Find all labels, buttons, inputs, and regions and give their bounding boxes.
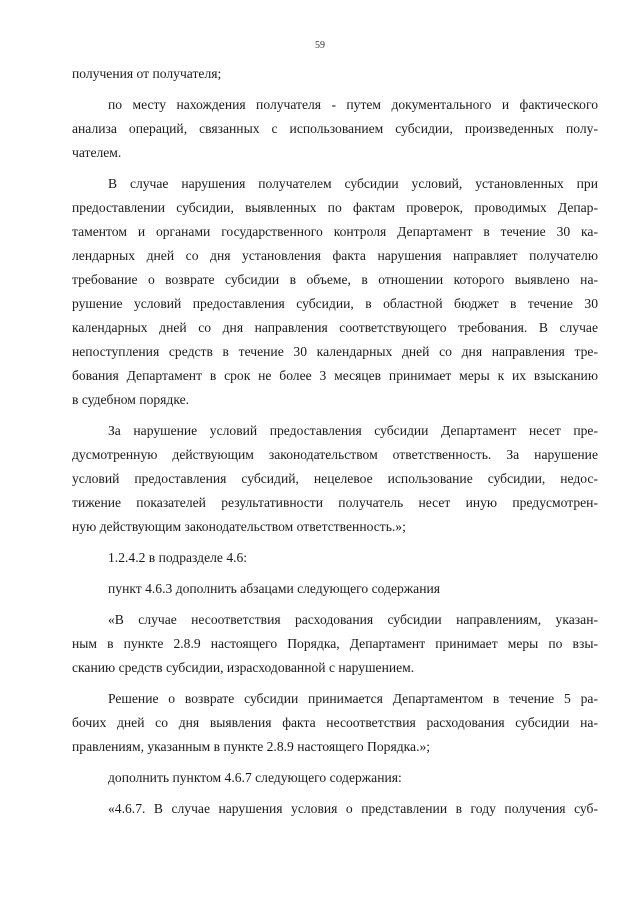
text-line: ным в пункте 2.8.9 настоящего Порядка, Департамент принимает меры по взы- xyxy=(72,636,598,651)
text-line: дополнить пунктом 4.6.7 следующего содержания: xyxy=(108,770,402,785)
text-line: сканию средств субсидии, израсходованной с нарушением. xyxy=(72,660,415,675)
text-line: получения от получателя; xyxy=(72,66,222,81)
text-line: требование о возврате субсидии в объеме, в отношении которого выявлено на- xyxy=(72,272,598,287)
page-number: 59 xyxy=(315,40,325,51)
text-line: тижение показателей результативности получатель несет иную предусмотрен- xyxy=(72,495,598,510)
text-line: За нарушение условий предоставления субсидии Департамент несет пре- xyxy=(108,423,598,438)
text-line: Решение о возврате субсидии принимается Департаментом в течение 5 ра- xyxy=(108,691,598,706)
text-line: анализа операций, связанных с использованием субсидии, произведенных полу- xyxy=(72,121,598,136)
text-line: дусмотренную действующим законодательством ответственность. За нарушение xyxy=(72,447,598,462)
text-line: «В случае несоответствия расходования субсидии направлениям, указан- xyxy=(108,612,598,627)
text-line: ную действующим законодательством ответственность.»; xyxy=(72,519,406,534)
text-line: пункт 4.6.3 дополнить абзацами следующего содержания xyxy=(108,581,440,596)
text-line: бочих дней со дня выявления факта несоответствия расходования субсидии на- xyxy=(72,715,598,730)
text-line: «4.6.7. В случае нарушения условия о представлении в году получения суб- xyxy=(108,801,598,816)
text-line: условий предоставления субсидий, нецелевое использование субсидии, недос- xyxy=(72,471,598,486)
text-line: лендарных дней со дня установления факта нарушения направляет получателю xyxy=(72,248,598,263)
text-line: чателем. xyxy=(72,145,122,160)
text-line: бования Департамент в срок не более 3 месяцев принимает меры к их взысканию xyxy=(72,368,598,383)
text-line: предоставлении субсидии, выявленных по фактам проверок, проводимых Депар- xyxy=(72,200,598,215)
text-line: В случае нарушения получателем субсидии условий, установленных при xyxy=(108,176,598,191)
text-line: правлениям, указанным в пункте 2.8.9 настоящего Порядка.»; xyxy=(72,739,431,754)
text-line: календарных дней со дня направления соответствующего требования. В случае xyxy=(72,320,598,335)
text-line: 1.2.4.2 в подразделе 4.6: xyxy=(108,550,248,565)
text-line: таментом и органами государственного контроля Департамент в течение 30 ка- xyxy=(72,224,598,239)
text-line: в судебном порядке. xyxy=(72,392,190,407)
text-line: по месту нахождения получателя - путем документального и фактического xyxy=(108,97,598,112)
text-line: рушение условий предоставления субсидии, в областной бюджет в течение 30 xyxy=(72,296,598,311)
text-line: непоступления средств в течение 30 календарных дней со дня направления тре- xyxy=(72,344,598,359)
